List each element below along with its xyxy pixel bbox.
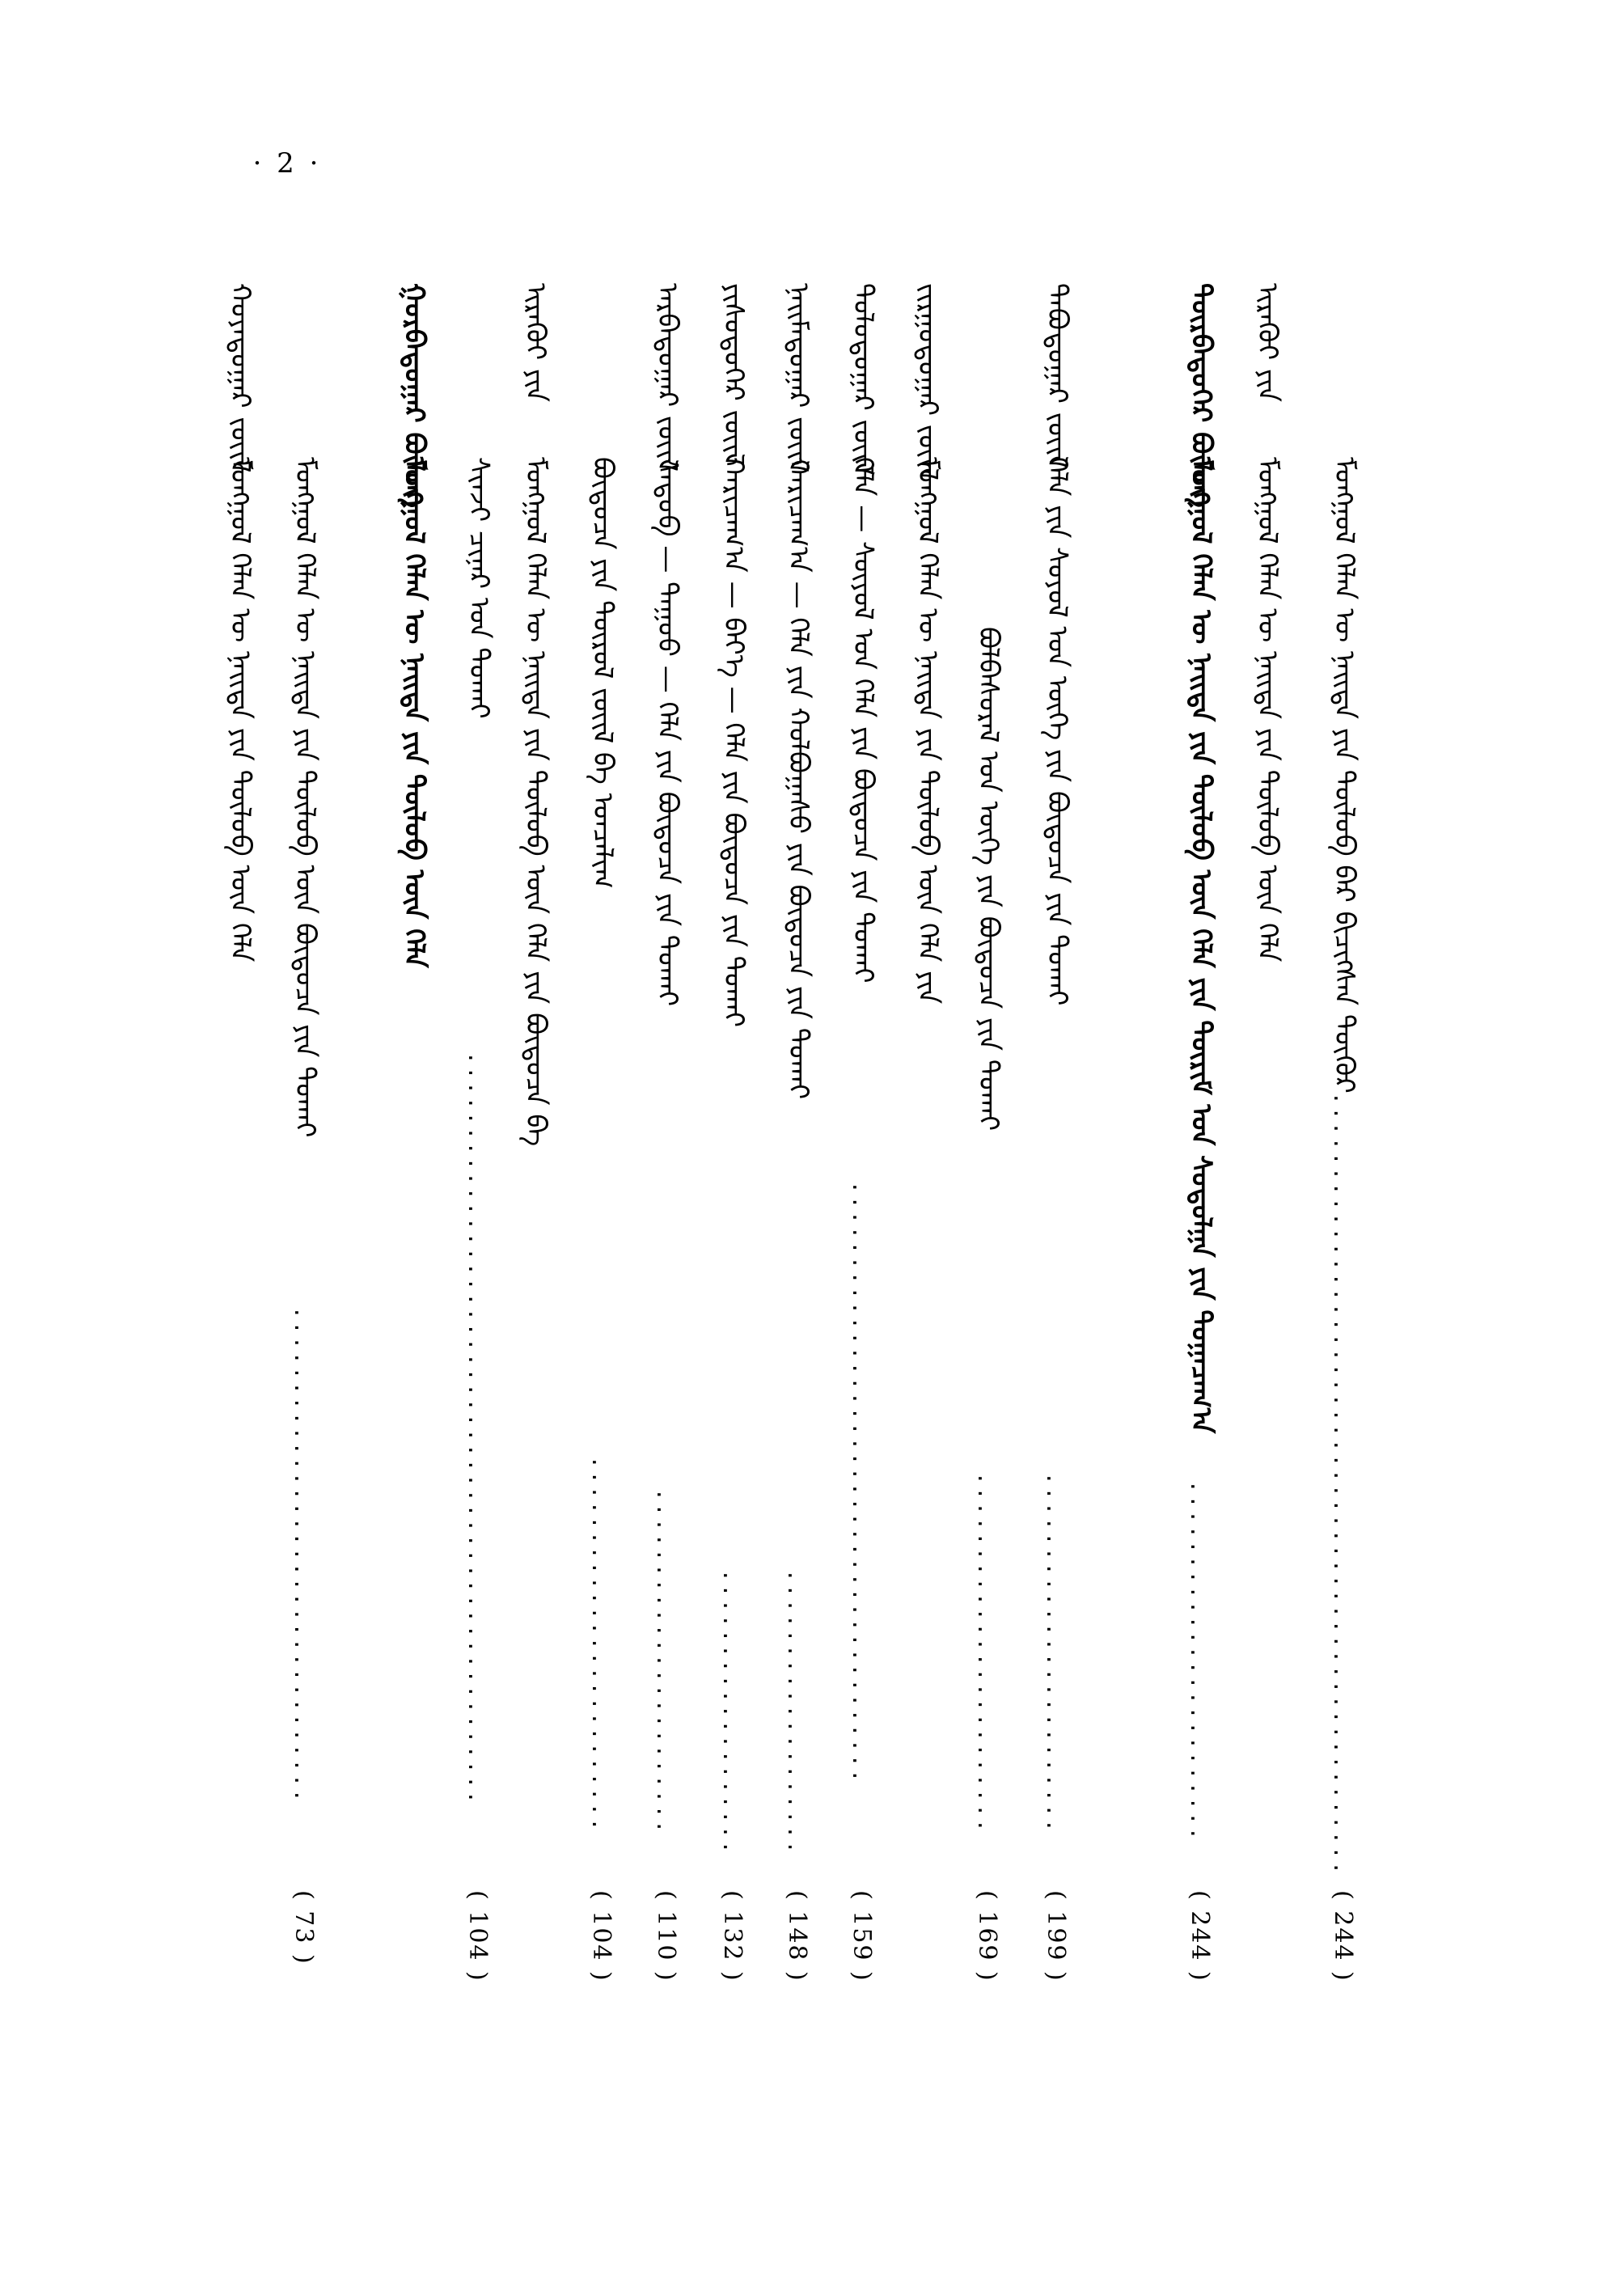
toc-entry-page-number: ( 244 ) <box>1186 1890 1214 1982</box>
toc-entry-dot-leader: ........................................ <box>848 1181 872 1785</box>
toc-entry-title: ᠰᠡᠳᠦᠪ — ᠳᠠᠭᠤᠤ — ᠬᠡᠯᠡ ᠶᠢᠨ ᠪᠦᠲᠦᠴᠡ ᠶᠢᠨ ᠲᠤᠬᠠᠢ <box>651 457 683 1007</box>
toc-entry-title: ᠮᠣᠩᠭᠣᠯ ᠬᠡᠯᠡᠨ ᠦ ᠨᠡᠢᠲᠡ ᠶᠢᠨ ᠲᠥᠯᠥᠪ ᠦᠨ ᠬᠡᠯᠡ ᠶᠢᠨ ᠪᠦᠲᠦᠴᠡ ᠪᠠ <box>519 457 552 1147</box>
toc-entry-dot-leader: ........................ <box>1042 1472 1066 1834</box>
toc-entry-dot-leader: ......................... <box>587 1456 611 1834</box>
toc-entry-section-label: ᠶᠢᠰᠦᠳᠦᠭᠡᠷ ᠵᠦᠢᠯ <box>717 283 750 466</box>
toc-entry-title: ᠪᠣᠯᠪᠠᠰᠤᠷᠠᠯ ᠤᠨ ᠦᠭᠡ ᠶᠢᠨ ᠪᠦᠲᠦᠴᠡ ᠶᠢᠨ ᠲᠤᠬᠠᠢ <box>972 627 1004 1132</box>
toc-entry-title: ᠮᠣᠩᠭᠣᠯ ᠬᠡᠯᠡᠨ ᠦ ᠨᠡᠢᠲᠡ ᠶᠢᠨ ᠲᠥᠯᠥᠪ ᠦᠨ ᠬᠡᠯᠡ <box>398 457 430 968</box>
toc-entry-title: ᠮᠣᠩᠭᠣᠯ ᠬᠡᠯᠡᠨ ᠦ ᠨᠡᠢᠲᠡ ᠶᠢᠨ ᠲᠥᠯᠥᠪ ᠪᠡᠷ ᠪᠢᠴᠢᠭᠰᠡᠨ ᠳᠦᠭᠦᠷ <box>1328 457 1360 1094</box>
toc-entry-section-label: ᠳᠥᠷᠪᠡᠳᠦᠭᠡᠷ ᠪᠦᠯᠦᠭ <box>1185 283 1217 508</box>
toc-entry-title: ᠮᠣᠩᠭᠣᠯ ᠬᠡᠯᠡᠨ ᠦ ᠨᠡᠢᠲᠡ ᠶᠢᠨ ᠲᠥᠯᠥᠪ ᠦᠨ ᠬᠡᠯᠡ ᠶᠢᠨ <box>911 457 944 1005</box>
toc-entry-dot-leader: ................................. <box>290 1306 314 1804</box>
toc-entry-dot-leader: ........................ <box>973 1472 997 1834</box>
toc-entry-page-number: ( 104 ) <box>463 1890 492 1982</box>
toc-entry-section-label: ᠵᠢᠷᠭᠤᠳᠤᠭᠠᠷ ᠵᠦᠢᠯ <box>911 283 944 480</box>
toc-entry-page-number: ( 73 ) <box>290 1890 318 1965</box>
toc-entry-dot-leader: .................................................... <box>1329 1092 1353 1876</box>
toc-entry-title: ᠪᠦᠲᠦᠴᠡ ᠶᠢᠨ ᠲᠥᠷᠥᠯ ᠵᠦᠢᠯ ᠪᠠ ᠣᠨᠴᠠᠯᠢᠭ <box>586 457 619 889</box>
toc-entry-page-number: ( 110 ) <box>652 1890 680 1982</box>
toc-entry-section-label: ᠭᠤᠷᠪᠠᠳᠤᠭᠠᠷ ᠪᠦᠯᠦᠭ <box>398 283 430 508</box>
toc-entry-section-label: ᠠᠷᠪᠠᠳᠤᠭᠠᠷ ᠵᠦᠢᠯ <box>651 283 683 472</box>
toc-entry-title: ᠮᠣᠩᠭᠣᠯ ᠬᠡᠯᠡᠨ ᠦ ᠨᠡᠢᠲᠡ ᠶᠢᠨ ᠲᠥᠯᠥᠪ ᠦᠨ ᠬᠡᠯᠡ <box>224 457 256 962</box>
toc-entry-title: ᠮᠣᠩᠭᠣᠯ ᠬᠡᠯᠡᠨ ᠦ ᠨᠡᠢᠲᠡ ᠶᠢᠨ ᠲᠥᠯᠥᠪ ᠦᠨ ᠪᠦᠲᠦᠴᠡ ᠶᠢᠨ ᠲᠤᠬᠠᠢ <box>289 457 321 1138</box>
toc-entry-dot-leader: .................................................. <box>463 1051 488 1806</box>
toc-entry-section-label: ᠲᠠᠪᠤᠳᠤᠭᠠᠷ ᠵᠦᠢᠯ <box>1041 283 1073 468</box>
toc-entry-section-label: ᠬᠣᠶᠠᠳᠤᠭᠠᠷ ᠵᠦᠢᠯ <box>224 283 256 473</box>
toc-entry-dot-leader: ........................ <box>1186 1480 1210 1842</box>
toc-entry-title: ᠮᠣᠩᠭᠣᠯ ᠬᠡᠯᠡᠨ ᠦ ᠨᠡᠢᠲᠡ ᠶᠢᠨ ᠲᠥᠯᠥᠪ ᠦᠨ ᠬᠡᠯᠡ <box>1251 457 1284 962</box>
toc-entry-page-number: ( 132 ) <box>718 1890 746 1982</box>
toc-entry-page-number: ( 148 ) <box>783 1890 811 1982</box>
toc-entry-page-number: ( 244 ) <box>1329 1890 1357 1982</box>
toc-entry-title: ᠬᠡᠯᠡ — ᠰᠦᠶᠦᠯ ᠤᠨ ᠬᠡᠯᠡ ᠶᠢᠨ ᠪᠦᠲᠦᠴᠡ ᠶᠢᠨ ᠲᠤᠬᠠᠢ <box>847 457 879 984</box>
toc-entry-dot-leader: ....................... <box>652 1488 676 1836</box>
toc-entry-section-label: ᠳᠣᠯᠣᠳᠤᠭᠠᠷ ᠵᠦᠢᠯ <box>847 283 879 476</box>
toc-entry-title: ᠰᠢᠨᠵᠢ ᠴᠢᠨᠠᠷ ᠤᠨ ᠲᠤᠬᠠᠢ <box>463 457 495 719</box>
toc-entry-title: ᠮᠣᠩᠭᠣᠯ ᠬᠡᠯᠡᠨ ᠦ ᠨᠡᠢᠲᠡ ᠶᠢᠨ ᠲᠥᠯᠥᠪ ᠦᠨ ᠬᠡᠯᠡ ᠶᠢᠨ ᠳᠦᠷᠢᠮ ᠤᠨ ᠰᠤᠳᠤᠯᠭᠠ ᠶᠢᠨ ᠲᠣᠭᠠᠴᠠᠭ᠎ᠠ <box>1185 457 1217 1434</box>
toc-entry-section-label: ᠨᠠᠢᠮᠠᠳᠤᠭᠠᠷ ᠵᠦᠢᠯ <box>782 283 814 473</box>
toc-entry-page-number: ( 104 ) <box>587 1890 615 1982</box>
toc-entry-title: ᠬᠡᠯᠡ ᠶᠢᠨ ᠰᠣᠶᠣᠯ ᠤᠨ ᠦᠬᠡ ᠶᠢᠨ ᠪᠦᠲᠦᠴᠡ ᠶᠢᠨ ᠲᠤᠬᠠᠢ <box>1041 457 1073 1006</box>
toc-entry-title: ᠬᠠᠷᠢᠴᠠᠭ᠎ᠠ — ᠬᠡᠯᠡ ᠶᠢᠨ ᠬᠣᠯᠪᠣᠭᠠᠰᠤ ᠶᠢᠨ ᠪᠦᠲᠦᠴᠡ ᠶᠢᠨ ᠲᠤᠬᠠᠢ <box>782 457 814 1100</box>
toc-entry-dot-leader: ................... <box>783 1569 807 1856</box>
page-number: · 2 · <box>252 147 322 180</box>
toc-entry-page-number: ( 169 ) <box>973 1890 1001 1982</box>
toc-entry-section-label: ᠢᠷᠡᠬᠦᠢ ᠶᠢᠨ <box>1251 283 1284 403</box>
toc-entry-section-label: ᠢᠷᠡᠬᠦᠢ ᠶᠢᠨ <box>519 283 552 403</box>
toc-entry-page-number: ( 159 ) <box>848 1890 876 1982</box>
toc-entry-dot-leader: ................... <box>718 1569 742 1856</box>
toc-entry-title: ᠬᠠᠷᠢᠴᠠᠭ᠎ᠠ — ᠪᠡᠶ᠎ᠡ — ᠬᠡᠯᠡ ᠶᠢᠨ ᠪᠦᠲᠦᠴᠡ ᠶᠢᠨ ᠲᠤᠬᠠᠢ <box>717 457 750 1028</box>
toc-entry-page-number: ( 199 ) <box>1042 1890 1070 1982</box>
